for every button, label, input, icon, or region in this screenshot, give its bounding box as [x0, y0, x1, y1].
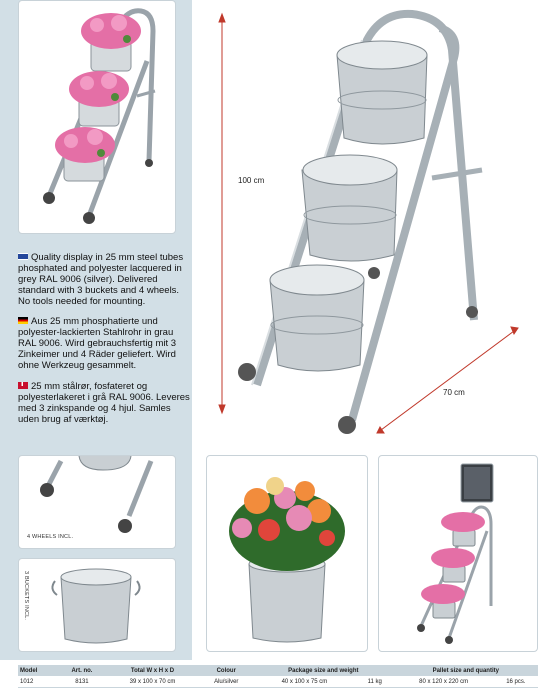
description-dk: [18, 381, 190, 425]
flower-bucket-illustration: [207, 456, 367, 651]
col-total-size: Total W x H x D: [106, 665, 200, 676]
cell-model: 1012: [18, 676, 58, 688]
cell-pallet-quantity: 16 pcs.: [494, 676, 538, 688]
description-dk-text: 25 mm stålrør, fosfateret og polyesterlakeret i grå RAL 9006. Leveres med 3 zinkspande og 4 hjul. Samles uden brug af værktøj.: [18, 381, 190, 425]
col-art-no: Art. no.: [58, 665, 105, 676]
product-thumbnail: [18, 0, 176, 234]
col-pallet-size: Pallet size and quantity: [394, 665, 538, 676]
depth-dimension-label: 70 cm: [443, 388, 465, 397]
bucket-detail-illustration: [19, 559, 175, 651]
flower-bucket-image: [206, 455, 368, 652]
uk-flag-icon: [18, 253, 28, 260]
german-flag-icon: [18, 317, 28, 324]
cell-colour: Alu/silver: [199, 676, 253, 688]
col-colour: Colour: [199, 665, 253, 676]
table-row: [18, 676, 538, 688]
main-product-image: [192, 0, 556, 455]
cell-pallet-size: 80 x 120 x 220 cm: [394, 676, 494, 688]
col-package-size: Package size and weight: [253, 665, 394, 676]
stand-with-sign-illustration: [379, 456, 537, 651]
wheels-detail-image: [18, 455, 176, 549]
bucket-top: [337, 41, 427, 144]
description-en-text: Quality display in 25 mm steel tubes phosphated and polyester lacquered in grey RAL 9006 (silver). Delivered standard with 3 buckets and 4 wheels. No tools needed for mounting.: [18, 252, 184, 307]
description-en: [18, 252, 190, 307]
buckets-caption: 3 BUCKETS INCL.: [23, 571, 29, 621]
cell-package-weight: 11 kg: [356, 676, 394, 688]
description-de: [18, 316, 190, 371]
spec-table: [18, 665, 538, 688]
wheels-caption: 4 WHEELS INCL.: [27, 534, 74, 540]
product-thumbnail-illustration: [19, 1, 175, 233]
description-de-text: Aus 25 mm phosphatierte und polyester-lackierten Stahlrohr in grau RAL 9006. Wird gebrauchsfertig mit 3 Zinkeimer und 4 Räder geliefert. Wird ohne Werkzeug gesammelt.: [18, 316, 177, 371]
main-product-illustration: [192, 0, 556, 455]
spec-table-header: [18, 665, 538, 676]
bucket-middle: [302, 155, 397, 261]
height-dimension-label: 100 cm: [238, 176, 265, 185]
bucket-detail-image: [18, 558, 176, 652]
cell-art-no: 8131: [58, 676, 105, 688]
cell-total-size: 39 x 100 x 70 cm: [106, 676, 200, 688]
cell-package-size: 40 x 100 x 75 cm: [253, 676, 356, 688]
bucket-bottom: [270, 265, 364, 371]
danish-flag-icon: [18, 382, 28, 389]
stand-with-sign-image: [378, 455, 538, 652]
col-model: Model: [18, 665, 58, 676]
